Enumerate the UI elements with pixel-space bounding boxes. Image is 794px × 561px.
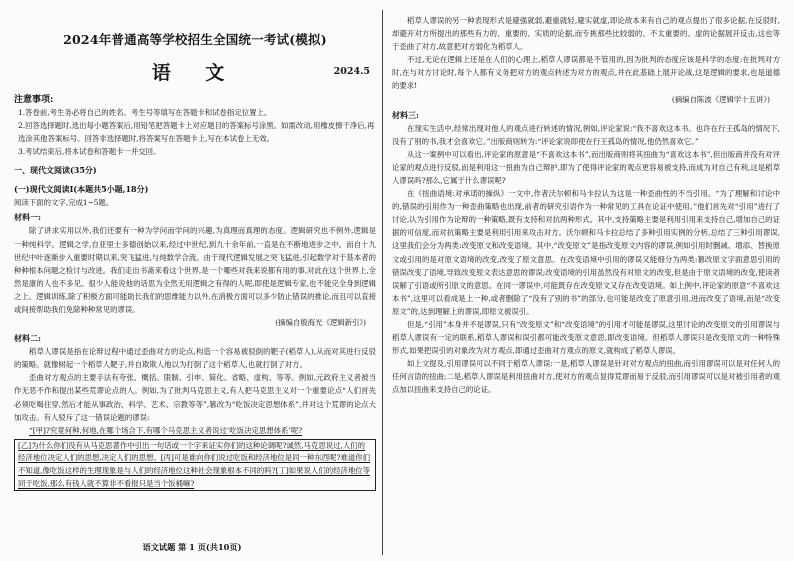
material-2-label: 材料二:: [14, 333, 41, 344]
subsection-title: (一)现代文阅读Ⅰ(本题共5小题,18分): [14, 184, 149, 195]
material-3-paragraph: 但是,“引用”本身并不是谬误,只有“改变原文”和“改变语境”的引用才可能是谬误,这里讨论的改变原文的引用谬误与稻草人谬误有一定的联系,稻草人谬误和误引都可能改变原文意思,即改变语境。但稻草人谬误只是改变原文的一种特殊形式,如果把误引的对象改为对方观点,即通过歪曲对方观点的原文,就构成了稻草人谬误。: [392, 319, 780, 356]
material-2-paragraph: 不过,无论在逻辑上还是在人们的心理上,稻草人谬误都是不管用的,因为批判的态度应该是科学的态度:在批判对方时,在与对方讨论时,每个人都有义务把对方的观点转述为对方的观点,并在此基础上展开论战,这是逻辑的要求,也是道德的要求!: [392, 55, 780, 91]
material-2-paragraph: 歪曲对方观点的主要手法有夸张、概括、限制、引申、简化、省略、虚构、等等。例如,元政府主义者被当作无恶不作和提出某些荒谬论点的人。例如,为了批判马克思主义,有人把马克思主义对一个重要论点“人们首先必须吃喝住穿,然后才能从事政治、科学、艺术、宗教等等”,篡改为“吃饭决定思想体系”,并对这个荒谬的论点大加攻击。有人驳斥了这一错误论题的谬误:: [14, 373, 376, 422]
right-column: [384, 0, 794, 561]
note-item: 3.考试结束后,将本试卷和答题卡一并交回。: [18, 147, 161, 157]
reading-instruction: 阅读下面的文字,完成1~5题。: [14, 198, 114, 208]
material-1-text: 除了讲求实用以外,我们还要有一种为学问而学问的兴趣,为真理而真理的态度。逻辑研究也不例外,逻辑是一种纯科学。逻辑之学,自亚里士多德创始以来,经过中世纪,到九十余年前,一直是在不断地进步之中。而自十九世纪中叶逐渐步入重要时期以来,突飞猛进,与纯数学合流。由于现代逻辑发展之突飞猛进,引起数学对于基本者的种种根本问题之检讨与改进。我们走出书斋来看这个世界,是一个哪些对我来说都有用的事,对此在这个世界上,全然是康的人也不多见。很少人能说他的话思为全然无用逻辑之有得的人呢,即使是逻辑专家,也不能完全身到逻辑之上。逻辑训练,除了积极方面可能助长我们的思维能力以外,在消极方面可以多少防止错误的推论,而且可以直接或间接帮助我们免除种种常见的谬误。: [14, 226, 376, 315]
note-item: 2.回答选择题时,选出每小题答案后,用铅笔把答题卡上对应题目的答案标号涂黑。如需改动,用橡皮擦干净后,再选涂其他答案标号。回答非选择题时,将答案写在答题卡上,写在本试卷上无效。: [18, 121, 375, 144]
material-2-boxed-passage: [乙]为什么你们没有从马克思著作中引出一句话或一个字来证实你们的这种论调呢?诚然,马克思说过,人们的经济地位决定人们的思想,决定人们的思想。[丙]可是谁向你们说过吃饭和经济地位是同一种东西呢?难道你们不知道,像吃饭这样的生理现象是与人们的经济地位这种社会现象根本不同的吗?[丁]如果说人们的经济地位等同于吃饭,那么有钱人就不算非不看报只是当个饭桶嘛?: [14, 439, 376, 491]
subject-title: 语 文: [151, 62, 239, 84]
notes-heading: 注意事项:: [14, 95, 54, 105]
material-1-source: (摘编自殷海光《逻辑新引》): [275, 318, 366, 328]
material-1-label: 材料一:: [14, 212, 41, 223]
exam-title: 2024年普通高等学校招生全国统一考试(模拟): [63, 32, 327, 47]
column-divider: [382, 10, 383, 555]
subject-row: [14, 54, 376, 88]
exam-date: 2024.5: [333, 66, 370, 77]
material-3-paragraph: 如上文提及,引用谬误可以不同于稻草人谬误:一是,稻草人谬误是针对对方观点的扭曲,而引用谬误可以是对任何人的任何言语的扭曲;二是,稻草人谬误是利用扭曲对方,使对方的观点显得荒谬而易于反驳,而引用谬误可以是对被引用者的观点加以扭曲来支持自己的论证。: [392, 359, 780, 395]
material-2-paragraph: 稻草人谬误是指在论辩过程中通过歪曲对方的论点,构造一个容易被驳倒的靶子(稻草人),从而对其进行反驳的策略。就像树起一个稻草人靶子,并自欺欺人地以为打倒了这个稻草人,也就打倒了对方。: [14, 347, 376, 370]
note-item: 1.答卷前,考生务必将自己的姓名、考生号等填写在答题卡和试卷指定位置上。: [18, 108, 272, 117]
material-3-paragraph: 在《扭曲语境:对承诺的操纵》一文中,作者沃尔顿和马卡拉认为这是一种歪曲性的不当引用。“为了理解和讨论中的,错误的引用作为一种歪曲策略也出现,前者的研究引语作为一种常见的工具在论证中使用。”他们首先对“引用”进行了讨论,认为引用作为论辩的一种策略,既有支持和对抗两种形式。其中,支持策略主要是利用引用来支持自己,增加自己的证据的可信度,而对抗策略主要是利用引用来攻击对方。沃尔顿和马卡拉总结了多种引用实例的分析,总结了三种引用谬误,这里我们会分为两类:改变原文和改变语境。其中,“改变原文”是指改变原文内容的谬误,例如引用时删减、增添、替换原文或引用的是对原文语境的改变,改变了原文意思。在改变语境中引用的谬误又能细分为两类:篡改原文字面意思引用的错误改变了语境,导致改变原文表达意思的谬误;改变语境的引用虽然没有对原文的改变,但是由于原文语境的改变,使读者误解了引语或所引原文的意思。在同一谬误中,可能既存在改变原文又存在改变语境。如上例中,评论家的原意“不喜欢这本书”,这里可以看成是上一种,或者删除了“没有了别的书”的部分,也可能是改变了原意引用,进而改变了语境,而是“改变原文”的,达到理解上的谬误,即原文被误引。: [392, 189, 780, 316]
section-title: 一、现代文阅读(35分): [14, 165, 97, 176]
material-3-paragraph: 在现实生活中,经常出现对他人的观点进行转述的情况,例如,评论家说:“我不喜欢这本书。也许在行王孤岛的情况下,没有了别的书,我才会喜欢它。”出版商则转为:“评论家说即使在行王孤岛的情况,他仍然喜欢它。”: [392, 123, 780, 146]
material-3-label: 材料三:: [392, 109, 419, 120]
material-3-paragraph: 从这一案例中可以看出,评论家的原意是“不喜欢这本书”,而出版商则将其扭曲为“喜欢这本书”,但出版商并没有对评论家的观点进行反驳,而是利用这一扭曲为自己辩护,即为了使得评论家的观点更容易被支持,而成为对自己有利,这是稻草人谬误吗?那么,它属于什么谬误呢?: [392, 149, 780, 185]
page-footer: 语文试题 第 1 页(共10页): [142, 542, 242, 552]
material-2-quote: “[甲]?究竟何种,何地,在哪个场合下,有哪个马克思主义者说过‘吃饭决定思想体系’呢?: [29, 425, 303, 435]
left-column: [0, 0, 384, 561]
material-2-source: (摘编自陈波《逻辑学十五讲》): [671, 94, 770, 104]
material-2-paragraph: 稻草人谬误的另一种表现形式是避强就弱,避重就轻,避实就虚,即论敌本来有自己的观点提出了很多论据,在反驳时,却避开对方所提出的那些有力的、重要的、实质的论据,而专挑那些比较弱的、不太重要的、虚的论据展开反击,这也等于歪曲了对方,故意把对方弱化为稻草人。: [392, 16, 780, 52]
